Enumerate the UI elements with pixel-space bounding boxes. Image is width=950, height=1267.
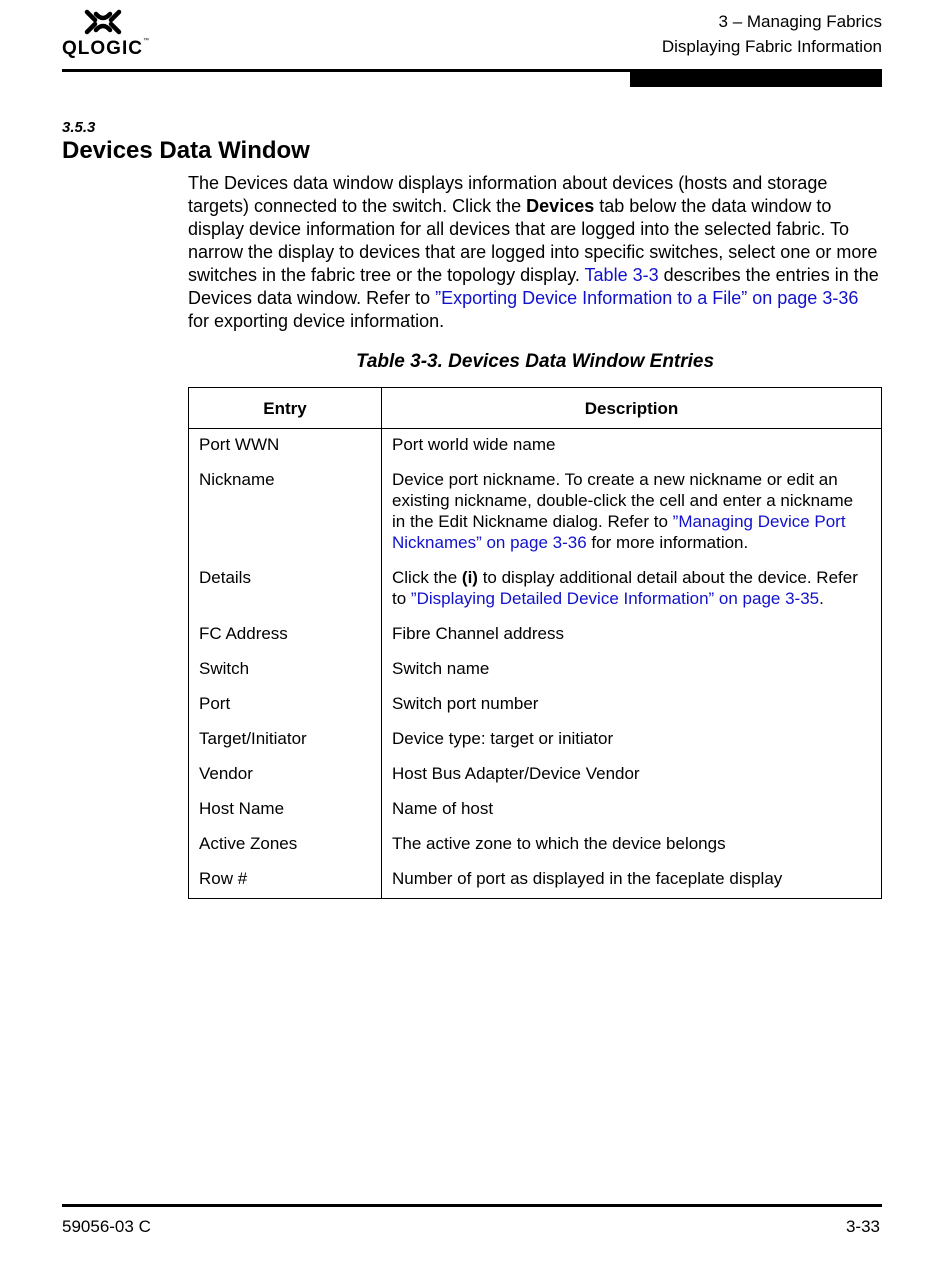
table-row [189, 863, 882, 899]
info-symbol: (i) [461, 568, 478, 587]
description-cell: Host Bus Adapter/Device Vendor [382, 758, 882, 793]
logo-wordmark: QLOGIC™ [62, 38, 150, 59]
section-number: 3.5.3 [62, 119, 96, 136]
document-id: 59056-03 C [62, 1217, 151, 1236]
header-bar [630, 72, 882, 87]
description-cell: Click the (i) to display additional detail about the device. Refer to ”Displaying Detailed Device Information” on page 3-35. [382, 562, 882, 618]
exporting-device-info-link[interactable]: ”Exporting Device Information to a File” on page 3-36 [435, 288, 859, 308]
entry-cell: Switch [189, 653, 382, 688]
entry-cell: FC Address [189, 618, 382, 653]
table-row [189, 793, 882, 828]
section-title-header: Displaying Fabric Information [661, 37, 882, 56]
detailed-device-info-link[interactable]: ”Displaying Detailed Device Information” on page 3-35 [410, 589, 820, 608]
description-cell: Number of port as displayed in the faceplate display [382, 863, 882, 899]
description-cell: Switch name [382, 653, 882, 688]
table-row [189, 828, 882, 863]
table-row [189, 464, 882, 562]
table-header-row [189, 388, 882, 429]
description-cell: Switch port number [382, 688, 882, 723]
entry-cell: Active Zones [189, 828, 382, 863]
table-row [189, 653, 882, 688]
entry-cell: Row # [189, 863, 382, 899]
running-header [662, 9, 882, 59]
section-heading: Devices Data Window [62, 137, 310, 164]
table-3-3-link[interactable]: Table 3-3 [584, 265, 659, 285]
column-header-description: Description [382, 388, 882, 429]
devices-bold: Devices [526, 196, 595, 216]
entry-cell: Host Name [189, 793, 382, 828]
entry-cell: Vendor [189, 758, 382, 793]
chapter-title: 3 – Managing Fabrics [718, 12, 882, 31]
table-row [189, 562, 882, 618]
description-cell: Device type: target or initiator [382, 723, 882, 758]
description-cell: Name of host [382, 793, 882, 828]
qlogic-logo [62, 8, 152, 60]
entry-cell: Port [189, 688, 382, 723]
body-paragraph: The Devices data window displays information about devices (hosts and storage targets) connected to the switch. Click the Devices tab below the data window to display device information for all devices that are logged into the selected fabric. To narrow the display to devices that are logged into specific switches, select one or more switches in the fabric tree or the topology display. Table 3-3 describes the entries in the Devices data window. Refer to ”Exporting Device Information to a File” on page 3-36 for exporting device information. [188, 173, 879, 331]
description-cell: Port world wide name [382, 429, 882, 465]
description-cell: Fibre Channel address [382, 618, 882, 653]
table-row [189, 618, 882, 653]
table-caption: Table 3-3. Devices Data Window Entries [355, 351, 715, 372]
qlogic-emblem-icon [82, 8, 124, 36]
table-row [189, 758, 882, 793]
description-cell: Device port nickname. To create a new nickname or edit an existing nickname, double-click the cell and enter a nickname in the Edit Nickname dialog. Refer to ”Managing Device Port Nicknames” on page 3-36 for more information. [382, 464, 882, 562]
description-cell: The active zone to which the device belongs [382, 828, 882, 863]
column-header-entry: Entry [189, 388, 382, 429]
entry-cell: Target/Initiator [189, 723, 382, 758]
entry-cell: Port WWN [189, 429, 382, 465]
table-row [189, 723, 882, 758]
devices-entries-table [188, 387, 882, 899]
table-row [189, 429, 882, 465]
footer-rule [62, 1204, 882, 1207]
table-row [189, 688, 882, 723]
entry-cell: Details [189, 562, 382, 618]
managing-nicknames-link[interactable]: ”Managing Device Port Nicknames” on page 3-36 [392, 512, 846, 552]
page-number: 3-33 [845, 1217, 880, 1236]
entry-cell: Nickname [189, 464, 382, 562]
